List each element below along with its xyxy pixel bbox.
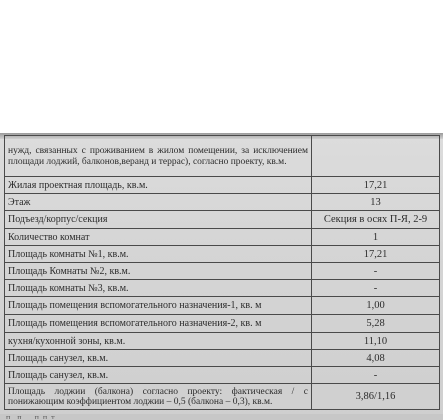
row-label: Площадь помещения вспомогательного назначения-2, кв. м <box>5 315 312 333</box>
row-value: 17,21 <box>312 246 440 263</box>
row-label: Количество комнат <box>5 229 312 246</box>
row-label: Площадь комнаты №3, кв.м. <box>5 280 312 297</box>
row-label: нужд, связанных с проживанием в жилом помещении, за исключением площади лоджий, балконов,веранд и террас), согласно проекту, кв.м. <box>5 136 312 177</box>
document-photo <box>0 133 443 420</box>
table-row <box>5 297 440 315</box>
row-label: Этаж <box>5 194 312 211</box>
table-row <box>5 246 440 263</box>
table-row <box>5 280 440 297</box>
row-value: - <box>312 263 440 280</box>
row-label: Площадь помещения вспомогательного назначения-1, кв. м <box>5 297 312 315</box>
table-row <box>5 384 440 410</box>
table-row <box>5 229 440 246</box>
table-row <box>5 211 440 229</box>
row-value: 13 <box>312 194 440 211</box>
table-row <box>5 263 440 280</box>
row-value <box>312 136 440 177</box>
table-row <box>5 177 440 194</box>
apartment-spec-table <box>4 135 440 410</box>
row-label: Площадь Комнаты №2, кв.м. <box>5 263 312 280</box>
row-value: 1 <box>312 229 440 246</box>
row-value: 5,28 <box>312 315 440 333</box>
row-label: кухня/кухонной зоны, кв.м. <box>5 333 312 350</box>
row-value: - <box>312 280 440 297</box>
row-value: Секция в осях П-Я, 2-9 <box>312 211 440 229</box>
table-row <box>5 367 440 384</box>
row-value: 17,21 <box>312 177 440 194</box>
table-row <box>5 194 440 211</box>
row-label: Жилая проектная площадь, кв.м. <box>5 177 312 194</box>
row-label: Площадь лоджии (балкона) согласно проекту: фактическая / с понижающим коэффициентом лоджии – 0,5 (балкона – 0,3), кв.м. <box>5 384 312 410</box>
cut-off-text: п..п. ..п.п.т <box>6 413 56 419</box>
blank-area <box>0 0 443 133</box>
row-value: - <box>312 367 440 384</box>
table-row <box>5 136 440 177</box>
row-value: 3,86/1,16 <box>312 384 440 410</box>
row-value: 11,10 <box>312 333 440 350</box>
row-label: Площадь санузел, кв.м. <box>5 350 312 367</box>
row-value: 1,00 <box>312 297 440 315</box>
row-value: 4,08 <box>312 350 440 367</box>
row-label: Подъезд/корпус/секция <box>5 211 312 229</box>
table-row <box>5 333 440 350</box>
row-label: Площадь комнаты №1, кв.м. <box>5 246 312 263</box>
table-row <box>5 315 440 333</box>
row-label: Площадь санузел, кв.м. <box>5 367 312 384</box>
table-row <box>5 350 440 367</box>
